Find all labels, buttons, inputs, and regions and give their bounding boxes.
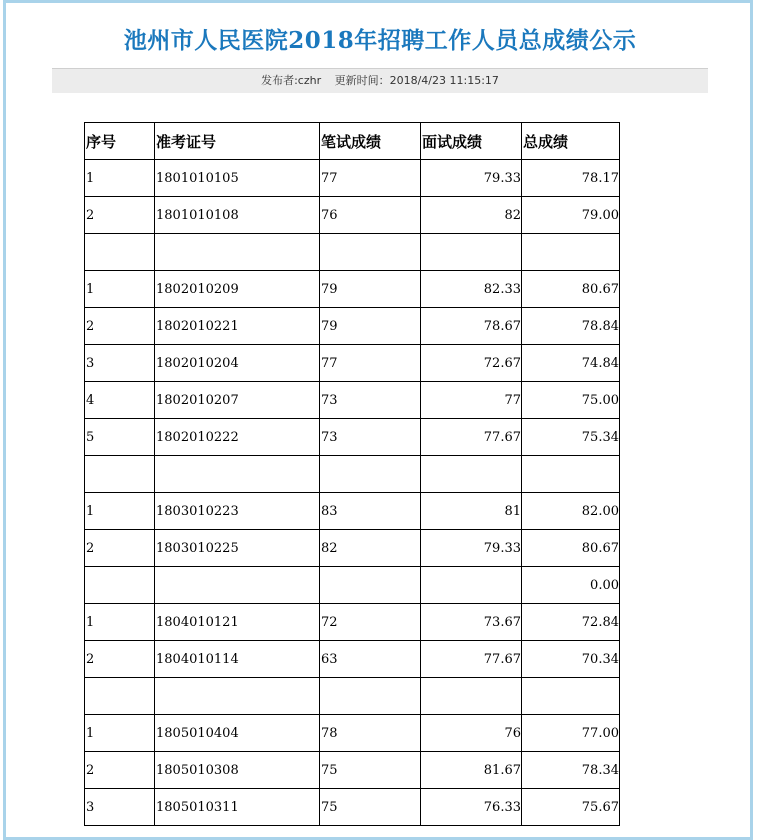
- cell-seq: 2: [85, 308, 155, 345]
- cell-seq: [85, 567, 155, 604]
- score-table: [84, 122, 620, 826]
- cell-interview-score: 81.67: [421, 752, 522, 789]
- cell-total-score: [522, 678, 620, 715]
- cell-total-score: 75.34: [522, 419, 620, 456]
- cell-exam-id: 1802010207: [155, 382, 320, 419]
- cell-total-score: 78.84: [522, 308, 620, 345]
- table-row: [85, 160, 620, 197]
- cell-exam-id: [155, 567, 320, 604]
- cell-seq: 1: [85, 604, 155, 641]
- cell-total-score: 78.17: [522, 160, 620, 197]
- cell-interview-score: 81: [421, 493, 522, 530]
- header-total-score: 总成绩: [522, 123, 620, 160]
- cell-exam-id: [155, 456, 320, 493]
- cell-total-score: [522, 456, 620, 493]
- cell-seq: 2: [85, 197, 155, 234]
- cell-exam-id: 1803010225: [155, 530, 320, 567]
- cell-interview-score: 78.67: [421, 308, 522, 345]
- cell-written-score: 77: [320, 345, 421, 382]
- cell-written-score: [320, 678, 421, 715]
- table-header-row: [85, 123, 620, 160]
- cell-total-score: 0.00: [522, 567, 620, 604]
- cell-interview-score: [421, 234, 522, 271]
- updated-time-label: 更新时间：2018/4/23 11:15:17: [334, 74, 499, 87]
- table-row: [85, 715, 620, 752]
- cell-seq: 1: [85, 160, 155, 197]
- table-row: [85, 382, 620, 419]
- table-row: [85, 234, 620, 271]
- cell-exam-id: 1805010308: [155, 752, 320, 789]
- cell-interview-score: 82.33: [421, 271, 522, 308]
- table-row: [85, 271, 620, 308]
- cell-interview-score: 82: [421, 197, 522, 234]
- cell-seq: 2: [85, 530, 155, 567]
- table-row: [85, 308, 620, 345]
- cell-interview-score: [421, 678, 522, 715]
- table-row: [85, 567, 620, 604]
- cell-interview-score: 72.67: [421, 345, 522, 382]
- cell-written-score: 73: [320, 382, 421, 419]
- cell-seq: 1: [85, 271, 155, 308]
- table-row: [85, 419, 620, 456]
- cell-exam-id: [155, 234, 320, 271]
- cell-interview-score: 77: [421, 382, 522, 419]
- cell-total-score: 77.00: [522, 715, 620, 752]
- cell-exam-id: 1804010121: [155, 604, 320, 641]
- publish-info-bar: [52, 68, 708, 93]
- cell-exam-id: [155, 678, 320, 715]
- cell-written-score: 82: [320, 530, 421, 567]
- cell-total-score: 74.84: [522, 345, 620, 382]
- cell-written-score: 79: [320, 271, 421, 308]
- cell-exam-id: 1801010105: [155, 160, 320, 197]
- cell-written-score: 72: [320, 604, 421, 641]
- table-row: [85, 530, 620, 567]
- cell-interview-score: 73.67: [421, 604, 522, 641]
- cell-interview-score: 76: [421, 715, 522, 752]
- cell-seq: [85, 234, 155, 271]
- table-row: [85, 197, 620, 234]
- cell-interview-score: 76.33: [421, 789, 522, 826]
- table-row: [85, 752, 620, 789]
- header-interview-score: 面试成绩: [421, 123, 522, 160]
- cell-interview-score: 77.67: [421, 419, 522, 456]
- cell-written-score: 63: [320, 641, 421, 678]
- table-body: [85, 160, 620, 826]
- cell-seq: 3: [85, 789, 155, 826]
- cell-seq: 3: [85, 345, 155, 382]
- cell-total-score: 75.00: [522, 382, 620, 419]
- cell-seq: [85, 678, 155, 715]
- cell-exam-id: 1802010222: [155, 419, 320, 456]
- table-row: [85, 678, 620, 715]
- cell-seq: 2: [85, 752, 155, 789]
- header-exam-id: 准考证号: [155, 123, 320, 160]
- cell-total-score: 80.67: [522, 530, 620, 567]
- cell-exam-id: 1801010108: [155, 197, 320, 234]
- table-row: [85, 456, 620, 493]
- cell-total-score: [522, 234, 620, 271]
- cell-total-score: 70.34: [522, 641, 620, 678]
- header-seq: 序号: [85, 123, 155, 160]
- cell-interview-score: 77.67: [421, 641, 522, 678]
- cell-seq: 1: [85, 493, 155, 530]
- cell-written-score: 83: [320, 493, 421, 530]
- cell-total-score: 79.00: [522, 197, 620, 234]
- cell-interview-score: 79.33: [421, 530, 522, 567]
- cell-exam-id: 1802010209: [155, 271, 320, 308]
- cell-written-score: [320, 234, 421, 271]
- cell-interview-score: [421, 567, 522, 604]
- cell-written-score: 78: [320, 715, 421, 752]
- cell-written-score: 73: [320, 419, 421, 456]
- header-written-score: 笔试成绩: [320, 123, 421, 160]
- cell-exam-id: 1805010404: [155, 715, 320, 752]
- table-row: [85, 345, 620, 382]
- table-row: [85, 789, 620, 826]
- cell-total-score: 82.00: [522, 493, 620, 530]
- cell-seq: 1: [85, 715, 155, 752]
- cell-written-score: 75: [320, 789, 421, 826]
- cell-interview-score: [421, 456, 522, 493]
- cell-seq: [85, 456, 155, 493]
- page-title: 池州市人民医院2018年招聘工作人员总成绩公示: [123, 27, 637, 54]
- cell-total-score: 72.84: [522, 604, 620, 641]
- cell-written-score: 75: [320, 752, 421, 789]
- cell-exam-id: 1803010223: [155, 493, 320, 530]
- publisher-label: 发布者:czhr: [261, 74, 322, 87]
- cell-written-score: 77: [320, 160, 421, 197]
- cell-total-score: 78.34: [522, 752, 620, 789]
- cell-seq: 5: [85, 419, 155, 456]
- cell-written-score: [320, 567, 421, 604]
- cell-total-score: 75.67: [522, 789, 620, 826]
- table-row: [85, 641, 620, 678]
- cell-seq: 4: [85, 382, 155, 419]
- cell-exam-id: 1804010114: [155, 641, 320, 678]
- table-row: [85, 493, 620, 530]
- cell-total-score: 80.67: [522, 271, 620, 308]
- cell-seq: 2: [85, 641, 155, 678]
- cell-exam-id: 1805010311: [155, 789, 320, 826]
- cell-written-score: [320, 456, 421, 493]
- table-row: [85, 604, 620, 641]
- cell-exam-id: 1802010204: [155, 345, 320, 382]
- cell-written-score: 79: [320, 308, 421, 345]
- cell-exam-id: 1802010221: [155, 308, 320, 345]
- cell-written-score: 76: [320, 197, 421, 234]
- cell-interview-score: 79.33: [421, 160, 522, 197]
